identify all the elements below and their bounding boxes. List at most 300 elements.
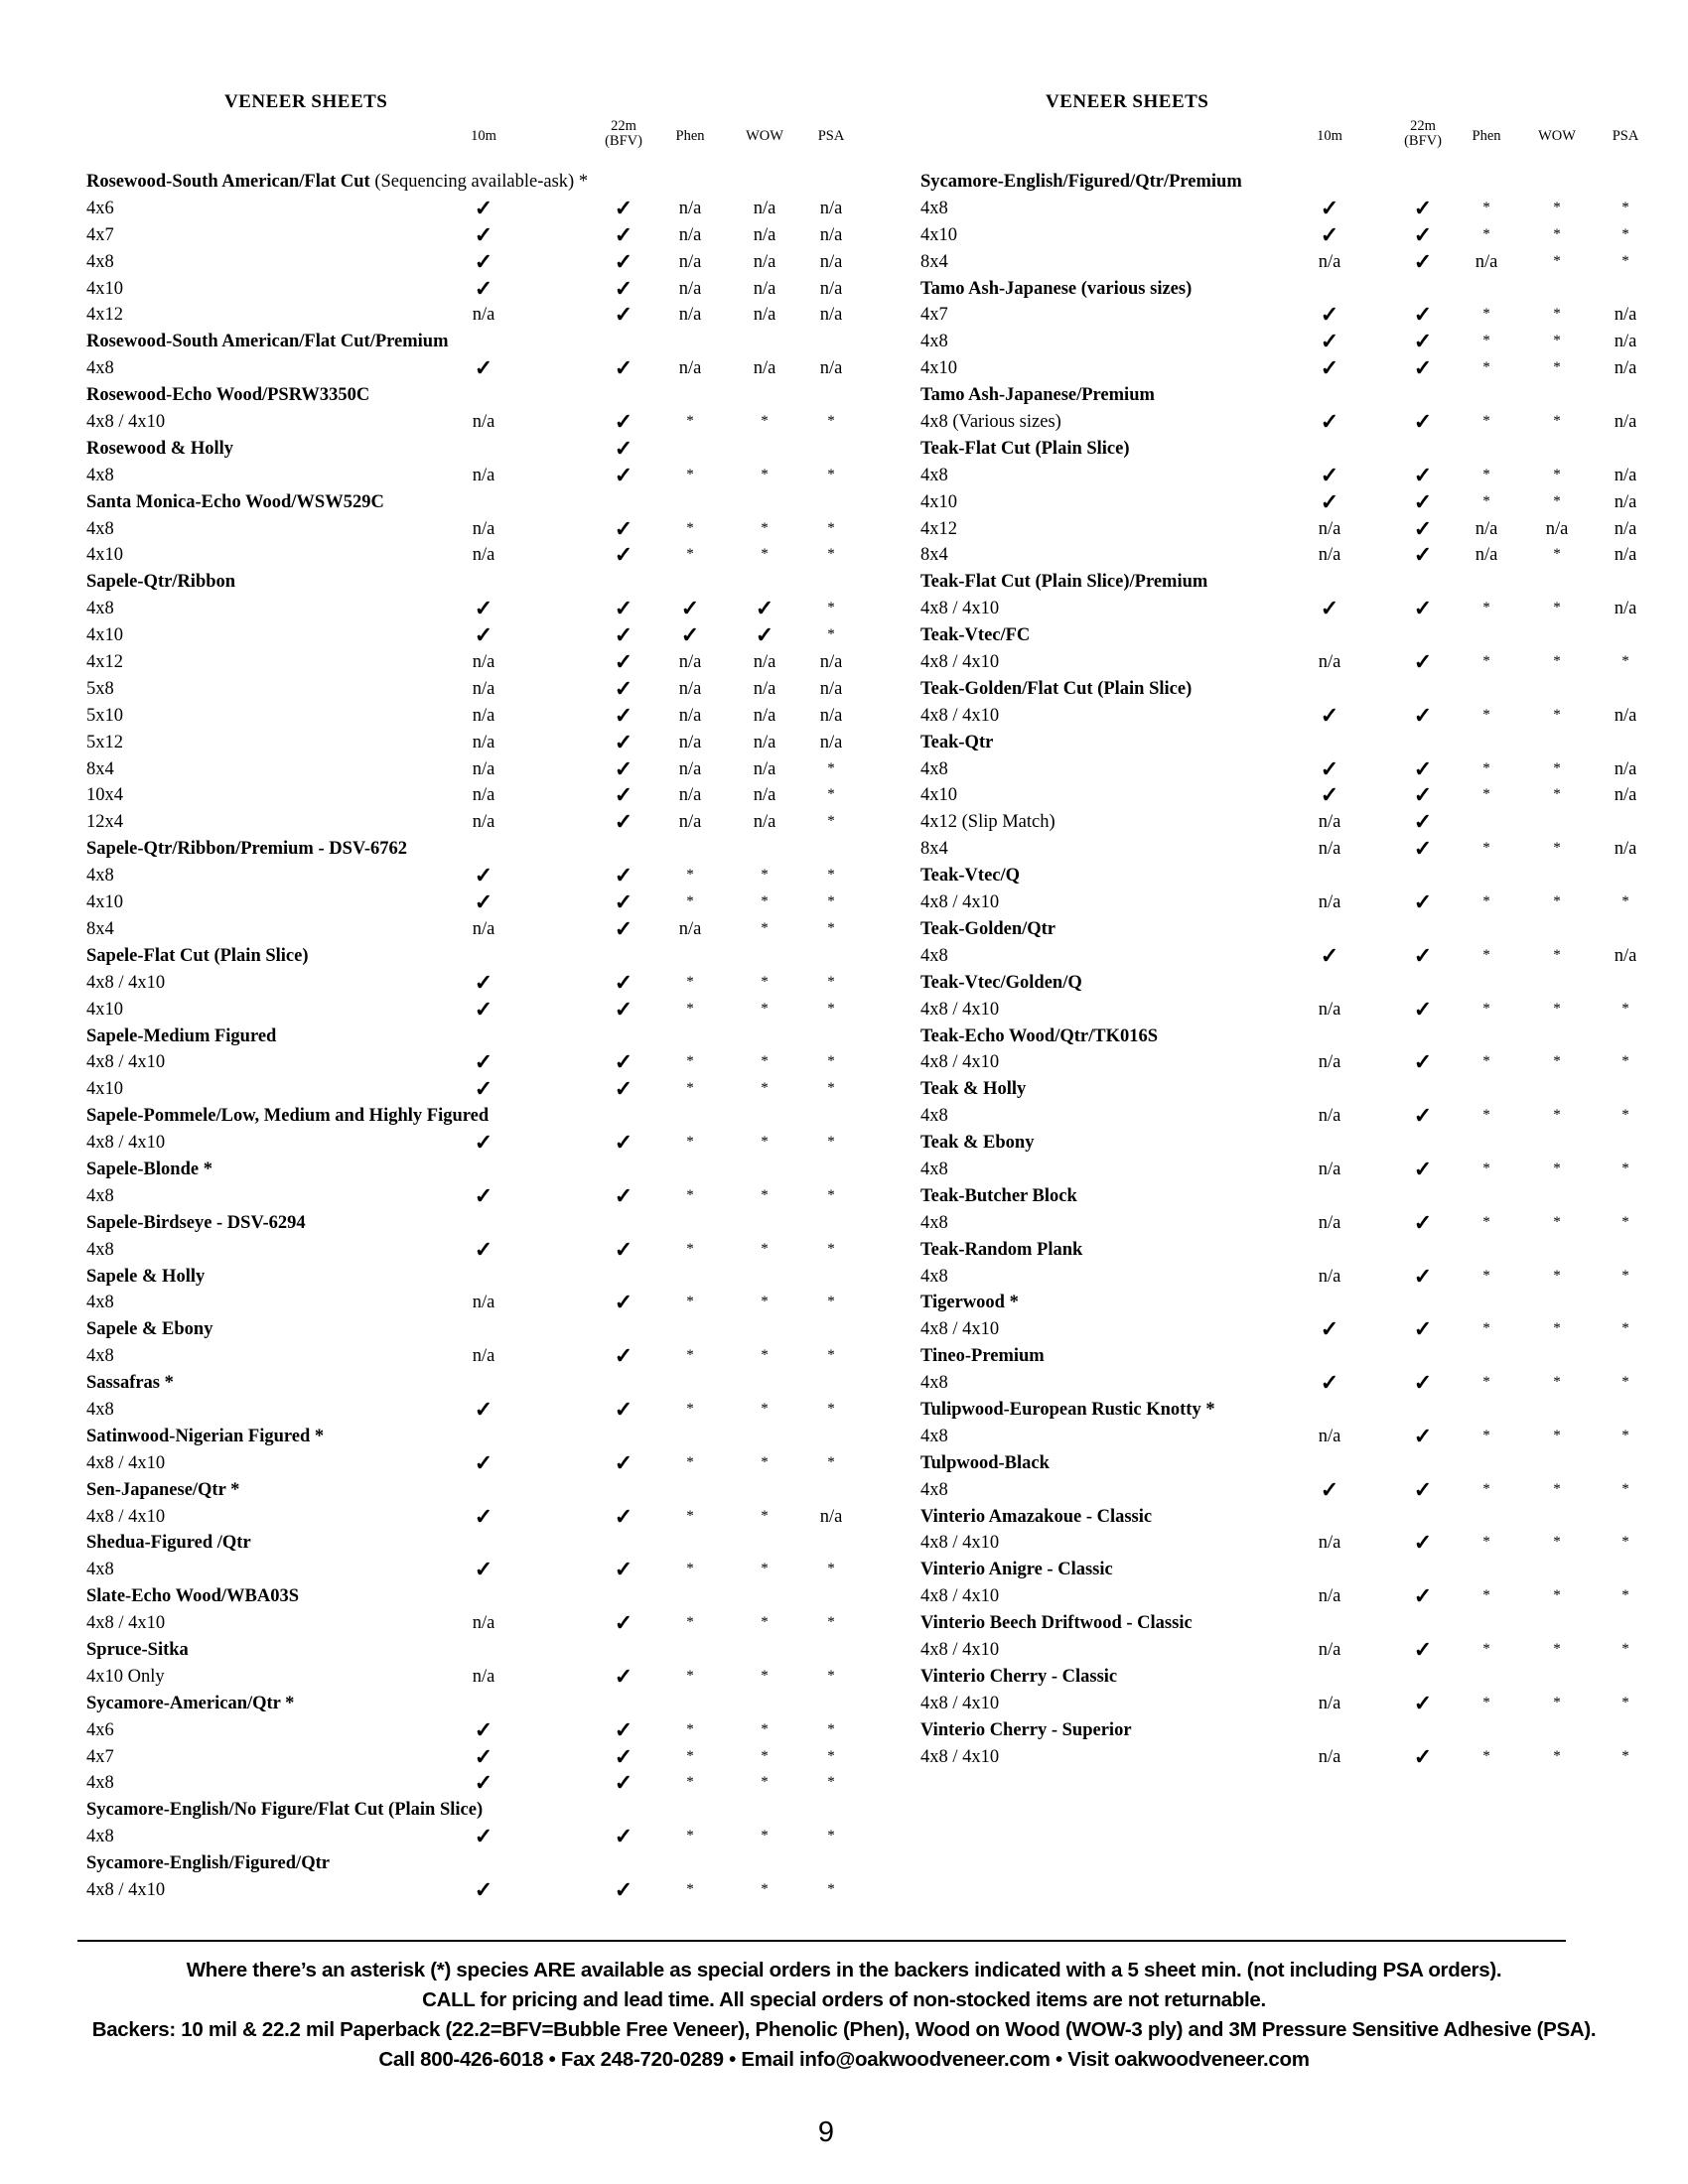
size-label: 4x8	[920, 198, 948, 218]
size-row	[920, 1157, 1635, 1183]
species-row	[920, 276, 1635, 303]
availability-cell: n/a	[1614, 945, 1637, 966]
size-row	[86, 782, 851, 809]
availability-cell: *	[1482, 413, 1490, 430]
size-row	[920, 1049, 1635, 1076]
size-row	[86, 463, 851, 489]
species-name: Teak-Vtec/FC	[920, 625, 1031, 646]
size-label: 4x8 / 4x10	[920, 999, 1000, 1020]
availability-cell: *	[1553, 1053, 1561, 1070]
availability-cell: *	[1621, 1534, 1629, 1551]
species-name: Sapele-Medium Figured	[86, 1025, 277, 1046]
availability-cell: *	[1621, 1053, 1629, 1070]
availability-cell: ✓	[474, 1182, 493, 1208]
availability-cell: *	[1553, 333, 1561, 349]
availability-cell: ✓	[614, 782, 633, 808]
species-name: Santa Monica-Echo Wood/WSW529C	[86, 491, 384, 512]
availability-cell: ✓	[1413, 1049, 1433, 1075]
size-label: 4x10 Only	[86, 1666, 165, 1687]
size-row	[920, 809, 1635, 836]
availability-cell: *	[761, 1294, 769, 1310]
availability-cell: n/a	[678, 251, 702, 272]
availability-cell: *	[686, 413, 694, 430]
species-name: Vinterio Beech Driftwood - Classic	[920, 1613, 1193, 1634]
availability-cell: ✓	[614, 1290, 633, 1315]
availability-cell: n/a	[678, 358, 702, 379]
availability-cell: ✓	[1413, 1209, 1433, 1235]
availability-cell: ✓	[1413, 782, 1433, 808]
availability-cell: n/a	[819, 224, 843, 245]
species-row	[920, 1717, 1635, 1744]
species-name: Sapele-Qtr/Ribbon/Premium - DSV-6762	[86, 839, 408, 860]
availability-cell: ✓	[1320, 755, 1339, 781]
size-label: 4x8	[920, 1373, 948, 1394]
availability-cell: ✓	[474, 1396, 493, 1422]
availability-cell: ✓	[474, 221, 493, 247]
availability-cell: *	[827, 973, 835, 990]
size-row	[86, 622, 851, 649]
availability-cell: ✓	[614, 1503, 633, 1529]
size-row	[920, 222, 1635, 249]
availability-cell: *	[827, 466, 835, 482]
species-row	[86, 1583, 851, 1610]
size-label: 4x8	[86, 866, 114, 887]
availability-cell: n/a	[1545, 518, 1569, 539]
availability-cell: *	[1621, 1694, 1629, 1710]
size-row	[920, 329, 1635, 355]
species-row	[86, 1691, 851, 1717]
availability-cell: *	[827, 1400, 835, 1417]
size-label: 4x8	[920, 1426, 948, 1446]
availability-cell: *	[1482, 199, 1490, 215]
availability-cell: ✓	[614, 1824, 633, 1849]
availability-cell: *	[1621, 1480, 1629, 1497]
size-label: 4x12	[86, 652, 123, 673]
availability-cell: *	[1553, 759, 1561, 776]
availability-cell: ✓	[614, 809, 633, 835]
species-row	[920, 1557, 1635, 1583]
availability-cell: *	[1621, 199, 1629, 215]
species-row	[86, 1103, 851, 1130]
availability-cell: ✓	[474, 195, 493, 220]
species-name: Sapele-Qtr/Ribbon	[86, 572, 236, 593]
availability-cell: ✓	[614, 702, 633, 728]
size-row	[86, 1664, 851, 1691]
availability-cell: n/a	[1318, 1693, 1341, 1713]
size-label: 8x4	[86, 918, 114, 939]
species-row	[86, 1264, 851, 1291]
availability-cell: n/a	[819, 678, 843, 699]
size-row	[86, 1717, 851, 1744]
availability-cell: *	[827, 1720, 835, 1737]
species-row	[86, 1316, 851, 1343]
size-label: 4x10	[86, 625, 123, 646]
availability-cell: *	[827, 919, 835, 936]
size-row	[920, 1744, 1635, 1771]
size-label: 4x8	[86, 1560, 114, 1580]
availability-cell: *	[761, 1400, 769, 1417]
availability-cell: *	[761, 1881, 769, 1897]
size-row	[86, 196, 851, 222]
availability-cell: ✓	[1413, 1583, 1433, 1609]
availability-cell: *	[1553, 546, 1561, 563]
availability-cell: n/a	[753, 812, 776, 833]
size-row	[86, 997, 851, 1024]
size-label: 4x8 / 4x10	[920, 892, 1000, 913]
column-header: 10m	[471, 128, 496, 144]
availability-cell: ✓	[474, 248, 493, 274]
availability-cell: ✓	[1413, 221, 1433, 247]
availability-cell: ✓	[1320, 488, 1339, 514]
availability-cell: ✓	[1413, 996, 1433, 1022]
availability-cell: n/a	[819, 705, 843, 726]
species-name: Vinterio Anigre - Classic	[920, 1560, 1113, 1580]
availability-cell: ✓	[1413, 1530, 1433, 1556]
availability-cell: n/a	[472, 758, 495, 779]
availability-cell: ✓	[1320, 462, 1339, 487]
species-row	[86, 1637, 851, 1664]
availability-cell: *	[1621, 1427, 1629, 1443]
availability-cell: *	[1482, 1000, 1490, 1017]
availability-cell: ✓	[1413, 355, 1433, 381]
size-label: 4x8 (Various sizes)	[920, 412, 1061, 433]
availability-cell: n/a	[1318, 251, 1341, 272]
footer-divider	[77, 1940, 1566, 1942]
size-label: 4x8 / 4x10	[920, 1052, 1000, 1073]
species-row	[920, 1343, 1635, 1370]
availability-cell: *	[1621, 1160, 1629, 1176]
availability-cell: *	[686, 1400, 694, 1417]
availability-cell: *	[761, 867, 769, 884]
availability-cell: *	[827, 1053, 835, 1070]
species-row	[86, 943, 851, 970]
size-label: 4x8 / 4x10	[920, 1693, 1000, 1713]
footer-line: Where there’s an asterisk (*) species ARE available as special orders in the backers indicated with a 5 sheet min. (not including PSA orders).	[186, 1959, 1502, 1981]
availability-cell: ✓	[1413, 409, 1433, 435]
availability-cell: n/a	[753, 224, 776, 245]
size-label: 4x6	[86, 1719, 114, 1740]
size-row	[920, 1316, 1635, 1343]
availability-cell: *	[686, 1507, 694, 1524]
availability-cell: *	[1482, 600, 1490, 616]
species-name: Sycamore-English/Figured/Qtr	[86, 1853, 330, 1874]
availability-cell: ✓	[474, 1236, 493, 1262]
size-label: 10x4	[86, 785, 123, 806]
availability-cell: n/a	[678, 732, 702, 752]
availability-cell: n/a	[753, 198, 776, 218]
size-row	[920, 249, 1635, 276]
species-name: Teak-Echo Wood/Qtr/TK016S	[920, 1025, 1159, 1046]
species-row	[920, 916, 1635, 943]
availability-cell: *	[1621, 1107, 1629, 1124]
species-name: Tineo-Premium	[920, 1346, 1045, 1367]
size-row	[920, 836, 1635, 863]
availability-cell: *	[1553, 600, 1561, 616]
availability-cell: *	[761, 1080, 769, 1097]
size-row	[920, 196, 1635, 222]
size-label: 4x8 / 4x10	[86, 1133, 166, 1154]
availability-cell: ✓	[614, 889, 633, 915]
availability-cell: ✓	[614, 675, 633, 701]
availability-cell: ✓	[614, 1396, 633, 1422]
availability-cell: *	[1621, 225, 1629, 242]
availability-cell: ✓	[1413, 462, 1433, 487]
species-name: Tigerwood *	[920, 1293, 1019, 1313]
species-name: Teak-Golden/Flat Cut (Plain Slice)	[920, 678, 1193, 699]
availability-cell: *	[761, 1453, 769, 1470]
availability-cell: *	[1553, 1213, 1561, 1230]
availability-cell: *	[1621, 653, 1629, 670]
availability-cell: *	[827, 1080, 835, 1097]
availability-cell: *	[1553, 1587, 1561, 1604]
availability-cell: n/a	[472, 918, 495, 939]
availability-cell: n/a	[1614, 518, 1637, 539]
size-row	[86, 542, 851, 569]
column-header: Phen	[675, 128, 705, 144]
availability-cell: n/a	[472, 785, 495, 806]
availability-cell: n/a	[678, 652, 702, 673]
size-row	[86, 863, 851, 889]
availability-cell: *	[1553, 840, 1561, 857]
size-label: 4x10	[86, 545, 123, 566]
column-header: Phen	[1472, 128, 1501, 144]
availability-cell: ✓	[614, 969, 633, 995]
species-name: Teak & Ebony	[920, 1133, 1035, 1154]
availability-cell: *	[1482, 1427, 1490, 1443]
availability-cell: *	[686, 1720, 694, 1737]
availability-cell: *	[1482, 1213, 1490, 1230]
availability-cell: n/a	[753, 785, 776, 806]
availability-cell: *	[1621, 1747, 1629, 1764]
availability-cell: n/a	[1318, 1426, 1341, 1446]
size-label: 4x7	[86, 224, 114, 245]
availability-cell: *	[827, 1000, 835, 1017]
species-row	[920, 863, 1635, 889]
size-row	[86, 302, 851, 329]
availability-cell: *	[761, 413, 769, 430]
size-label: 4x8	[920, 1212, 948, 1233]
availability-cell: *	[827, 1561, 835, 1577]
availability-cell: ✓	[1413, 1156, 1433, 1181]
availability-cell: n/a	[472, 705, 495, 726]
size-label: 4x8	[86, 1399, 114, 1420]
availability-cell: *	[761, 1828, 769, 1844]
species-name: Vinterio Cherry - Superior	[920, 1719, 1132, 1740]
species-name: Sapele & Holly	[86, 1266, 206, 1287]
availability-cell: ✓	[614, 542, 633, 568]
size-label: 4x8 / 4x10	[920, 1586, 1000, 1607]
footer-line: CALL for pricing and lead time. All special orders of non-stocked items are not returnable.	[422, 1988, 1266, 2011]
availability-cell: *	[1482, 1053, 1490, 1070]
size-label: 4x8 / 4x10	[86, 972, 166, 993]
size-row	[86, 276, 851, 303]
availability-cell: n/a	[1614, 465, 1637, 485]
availability-cell: *	[1482, 893, 1490, 910]
availability-cell: ✓	[1413, 1370, 1433, 1396]
availability-cell: *	[1553, 1000, 1561, 1017]
size-row	[920, 703, 1635, 730]
availability-cell: n/a	[1318, 652, 1341, 673]
availability-cell: *	[1553, 1534, 1561, 1551]
size-label: 4x10	[86, 1079, 123, 1100]
right-column	[920, 87, 1639, 1770]
availability-cell: n/a	[1614, 491, 1637, 512]
availability-cell: *	[1482, 1374, 1490, 1391]
species-row	[920, 676, 1635, 703]
availability-cell: ✓	[614, 729, 633, 754]
availability-cell: ✓	[474, 355, 493, 381]
footer-line: Backers: 10 mil & 22.2 mil Paperback (22.2=BFV=Bubble Free Veneer), Phenolic (Phen), Wood on Wood (WOW-3 ply) and 3M Pressure Sensitive Adhesive (PSA).	[91, 2018, 1597, 2041]
size-row	[86, 676, 851, 703]
availability-cell: ✓	[1413, 1423, 1433, 1448]
availability-cell: ✓	[474, 1503, 493, 1529]
availability-cell: *	[1621, 1374, 1629, 1391]
size-label: 4x10	[920, 785, 957, 806]
size-row	[920, 1264, 1635, 1291]
availability-cell: n/a	[472, 1293, 495, 1313]
size-label: 4x8	[920, 332, 948, 352]
availability-cell: *	[761, 1134, 769, 1151]
availability-cell: n/a	[1614, 705, 1637, 726]
availability-cell: *	[1482, 1534, 1490, 1551]
availability-cell: n/a	[472, 1666, 495, 1687]
availability-cell: *	[827, 413, 835, 430]
availability-cell: *	[686, 1134, 694, 1151]
size-label: 4x8 / 4x10	[86, 412, 166, 433]
availability-cell: n/a	[1318, 545, 1341, 566]
availability-cell: n/a	[1614, 599, 1637, 619]
availability-cell: *	[761, 466, 769, 482]
availability-cell: *	[1482, 492, 1490, 509]
size-label: 8x4	[86, 758, 114, 779]
availability-cell: ✓	[1320, 195, 1339, 220]
size-row	[920, 1210, 1635, 1237]
availability-cell: ✓	[1320, 355, 1339, 381]
availability-cell: n/a	[472, 812, 495, 833]
availability-cell: *	[1482, 359, 1490, 376]
availability-cell: n/a	[1318, 1212, 1341, 1233]
availability-cell: *	[1553, 306, 1561, 323]
size-row	[86, 1290, 851, 1316]
availability-cell: ✓	[614, 409, 633, 435]
size-row	[920, 409, 1635, 436]
availability-cell: n/a	[1318, 1159, 1341, 1179]
size-label: 4x8 / 4x10	[86, 1052, 166, 1073]
availability-cell: *	[827, 1134, 835, 1151]
availability-cell: *	[761, 1053, 769, 1070]
availability-cell: ✓	[614, 1716, 633, 1742]
size-row	[920, 355, 1635, 382]
availability-cell: *	[1482, 1747, 1490, 1764]
column-header: PSA	[817, 128, 845, 144]
availability-cell: n/a	[753, 358, 776, 379]
availability-cell: ✓	[474, 863, 493, 888]
availability-cell: *	[686, 973, 694, 990]
size-row	[86, 1076, 851, 1103]
size-row	[86, 1557, 851, 1583]
species-row	[86, 1477, 851, 1504]
availability-cell: ✓	[614, 221, 633, 247]
size-label: 4x8 / 4x10	[920, 652, 1000, 673]
availability-cell: n/a	[819, 652, 843, 673]
availability-cell: n/a	[678, 305, 702, 326]
availability-cell: ✓	[1320, 221, 1339, 247]
availability-cell: n/a	[819, 358, 843, 379]
availability-cell: ✓	[1413, 1316, 1433, 1342]
availability-cell: *	[686, 546, 694, 563]
species-row	[86, 1210, 851, 1237]
availability-cell: *	[1553, 413, 1561, 430]
species-name: Tulipwood-European Rustic Knotty *	[920, 1399, 1215, 1420]
size-label: 8x4	[920, 545, 948, 566]
availability-cell: n/a	[472, 465, 495, 485]
species-row	[920, 1237, 1635, 1264]
size-label: 4x8	[920, 1106, 948, 1127]
availability-cell: n/a	[1614, 785, 1637, 806]
availability-cell: ✓	[1413, 809, 1433, 835]
size-row	[86, 649, 851, 676]
availability-cell: *	[1553, 893, 1561, 910]
availability-cell: *	[761, 1774, 769, 1791]
size-row	[86, 1130, 851, 1157]
availability-cell: ✓	[614, 435, 633, 461]
availability-cell: n/a	[1318, 1052, 1341, 1073]
availability-cell: *	[1482, 706, 1490, 723]
availability-cell: ✓	[614, 462, 633, 487]
availability-cell: n/a	[753, 678, 776, 699]
availability-cell: *	[686, 1561, 694, 1577]
availability-cell: ✓	[614, 915, 633, 941]
size-label: 4x8 / 4x10	[920, 1319, 1000, 1340]
availability-cell: n/a	[472, 545, 495, 566]
availability-cell: *	[1553, 492, 1561, 509]
availability-cell: *	[1553, 1747, 1561, 1764]
availability-cell: n/a	[1614, 332, 1637, 352]
availability-cell: ✓	[614, 755, 633, 781]
species-name: Sen-Japanese/Qtr *	[86, 1479, 240, 1500]
availability-cell: *	[761, 973, 769, 990]
size-label: 4x8	[86, 1773, 114, 1794]
availability-cell: *	[1482, 1320, 1490, 1337]
availability-cell: ✓	[1320, 1476, 1339, 1502]
species-row	[86, 569, 851, 596]
species-row	[86, 836, 851, 863]
size-label: 4x10	[86, 999, 123, 1020]
availability-cell: ✓	[474, 969, 493, 995]
species-name: Vinterio Amazakoue - Classic	[920, 1506, 1153, 1527]
availability-cell: ✓	[474, 1557, 493, 1582]
availability-cell: n/a	[819, 251, 843, 272]
species-row	[86, 1157, 851, 1183]
size-label: 4x8	[920, 465, 948, 485]
species-name: Rosewood-Echo Wood/PSRW3350C	[86, 385, 370, 406]
availability-cell: *	[1553, 1320, 1561, 1337]
size-label: 4x12	[920, 518, 957, 539]
availability-cell: ✓	[1320, 1370, 1339, 1396]
availability-cell: *	[1553, 653, 1561, 670]
availability-cell: ✓	[614, 1449, 633, 1475]
size-row	[86, 516, 851, 543]
column-header: PSA	[1612, 128, 1639, 144]
size-row	[920, 596, 1635, 622]
size-label: 12x4	[86, 812, 123, 833]
species-row	[86, 489, 851, 516]
availability-cell: *	[827, 1614, 835, 1631]
availability-cell: ✓	[1413, 1743, 1433, 1769]
availability-cell: *	[1553, 1374, 1561, 1391]
size-label: 4x8	[86, 518, 114, 539]
column-title: VENEER SHEETS	[224, 91, 388, 112]
